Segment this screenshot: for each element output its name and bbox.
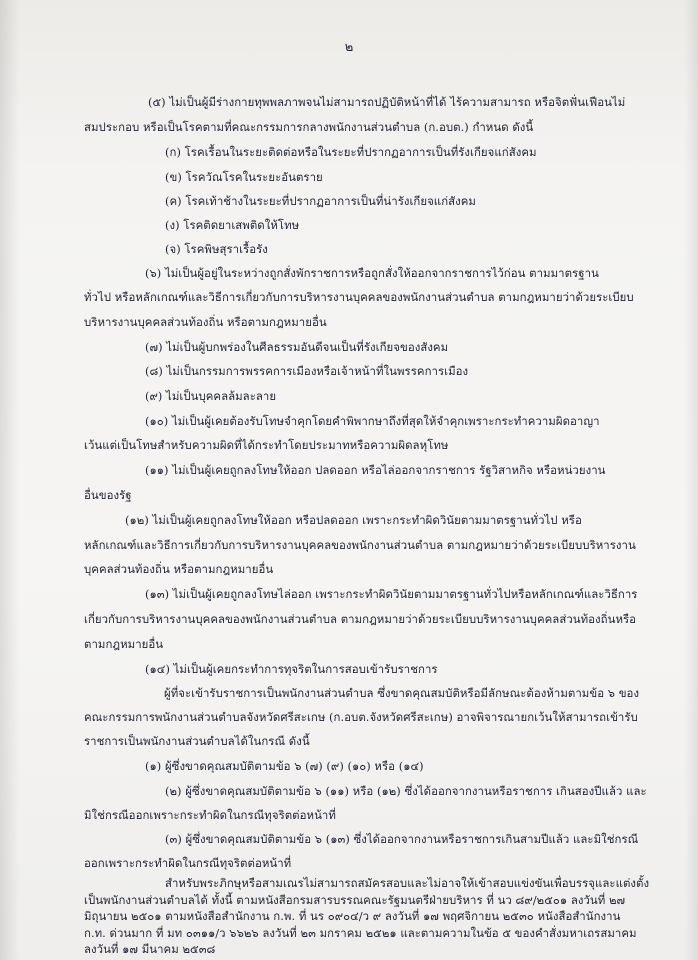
paragraph-line: บริหารงานบุคคลส่วนท้องถิ่น หรือตามกฎหมายอื่น <box>84 315 327 329</box>
paragraph-line: ลงวันที่ ๑๗ มีนาคม ๒๕๓๘ <box>84 942 216 956</box>
list-item: (๓) ผู้ซึ่งขาดคุณสมบัติตามข้อ ๖ (๑๓) ซึ่งได้ออกจากงานหรือราชการเกินสามปีแล้ว และมิใช่กรณี <box>165 832 639 846</box>
paragraph-line: (๗) ไม่เป็นผู้บกพร่องในศีลธรรมอันดีจนเป็นที่รังเกียจของสังคม <box>145 340 449 354</box>
paragraph-line: ก.ท. ด่วนมาก ที่ มท ๐๓๑๑/ว ๖๖๒๖ ลงวันที่ ๒๓ มกราคม ๒๕๒๑ และตามความในข้อ ๕ ของคำสั่งมหาเถรสมาคม <box>84 925 637 940</box>
list-item: (ก) โรคเรื้อนในระยะติดต่อหรือในระยะที่ปรากฏอาการเป็นที่รังเกียจแก่สังคม <box>165 145 537 159</box>
page-number: ๒ <box>344 40 354 55</box>
paragraph-line: ออกเพราะกระทำผิดในกรณีทุจริตต่อหน้าที่ <box>84 856 292 870</box>
paragraph-line: หลักเกณฑ์และวิธีการเกี่ยวกับการบริหารงานบุคคลของพนักงานส่วนตำบล ตามกฎหมายว่าด้วยระเบียบบริหารงาน <box>84 538 636 552</box>
paragraph-line: (๑๑) ไม่เป็นผู้เคยถูกลงโทษให้ออก ปลดออก หรือไล่ออกจากราชการ รัฐวิสาหกิจ หรือหน่วยงาน <box>145 463 606 477</box>
page-edge-shadow <box>684 0 698 960</box>
paragraph-line: สมประกอบ หรือเป็นโรคตามที่คณะกรรมการกลางพนักงานส่วนตำบล (ก.อบต.) กำหนด ดังนี้ <box>84 120 534 134</box>
paragraph-line: (๖) ไม่เป็นผู้อยู่ในระหว่างถูกสั่งพักราชการหรือถูกสั่งให้ออกจากราชการไว้ก่อน ตามมาตรฐาน <box>145 266 599 280</box>
paragraph-line: (๙) ไม่เป็นบุคคลล้มละลาย <box>145 389 277 403</box>
paragraph-line: อื่นของรัฐ <box>84 488 132 502</box>
paragraph-line: เว้นแต่เป็นโทษสำหรับความผิดที่ได้กระทำโดยประมาทหรือความผิดลหุโทษ <box>84 438 449 452</box>
paragraph-line: ผู้ที่จะเข้ารับราชการเป็นพนักงานส่วนตำบล ซึ่งขาดคุณสมบัติหรือมีลักษณะต้องห้ามตามข้อ ๖ ของ <box>164 686 640 700</box>
paragraph-line: ทั่วไป หรือหลักเกณฑ์และวิธีการเกี่ยวกับการบริหารงานบุคคลของพนักงานส่วนตำบล ตามกฎหมายว่าด้วยระเบียบ <box>84 290 634 304</box>
paragraph-line: (๑๓) ไม่เป็นผู้เคยถูกลงโทษไล่ออก เพราะกระทำผิดวินัยตามมาตรฐานทั่วไปหรือหลักเกณฑ์และวิธีการ <box>145 587 638 601</box>
paragraph-line: (๕) ไม่เป็นผู้มีร่างกายทุพพลภาพจนไม่สามารถปฏิบัติหน้าที่ได้ ไร้ความสามารถ หรือจิตฟั่นเฟือนไม่ <box>148 95 626 109</box>
paragraph-line: ราชการเป็นพนักงานส่วนตำบลได้ในกรณี ดังนี้ <box>84 734 310 748</box>
list-item: (ง) โรคติดยาเสพติดให้โทษ <box>165 218 300 232</box>
paragraph-line: มิใช่กรณีออกเพราะกระทำผิดในกรณีทุจริตต่อหน้าที่ <box>84 808 336 822</box>
list-item: (ค) โรคเท้าช้างในระยะที่ปรากฏอาการเป็นที่น่ารังเกียจแก่สังคม <box>165 194 476 208</box>
page-edge-shadow <box>0 0 20 960</box>
paragraph-line: ตามกฎหมายอื่น <box>84 637 164 651</box>
paragraph-line: สำหรับพระภิกษุหรือสามเณรไม่สามารถสมัครสอบและไม่อาจให้เข้าสอบแข่งขันเพื่อบรรจุและแต่งตั้ง <box>165 876 650 890</box>
paragraph-line: เป็นพนักงานส่วนตำบลได้ ทั้งนี้ ตามหนังสือกรมสารบรรณคณะรัฐมนตรีฝ่ายบริหาร ที่ นว ๘๙/๒๕๐๑ ลงวันที่ ๒๗ <box>84 892 626 907</box>
paragraph-line: มิถุนายน ๒๕๐๑ ตามหนังสือสำนักงาน ก.พ. ที่ นร ๐๙๐๔/ว ๙ ลงวันที่ ๑๗ พฤศจิกายน ๒๕๓๐ หนังสือสำนักงาน <box>84 909 621 923</box>
list-item: (๑) ผู้ซึ่งขาดคุณสมบัติตามข้อ ๖ (๗) (๙) (๑๐) หรือ (๑๔) <box>145 759 424 773</box>
list-item: (๒) ผู้ซึ่งขาดคุณสมบัติตามข้อ ๖ (๑๑) หรือ (๑๒) ซึ่งได้ออกจากงานหรือราชการ เกินสองปีแล้ว และ <box>165 784 647 798</box>
paragraph-line: (๑๒) ไม่เป็นผู้เคยถูกลงโทษให้ออก หรือปลดออก เพราะกระทำผิดวินัยตามมาตรฐานทั่วไป หรือ <box>125 513 582 527</box>
paragraph-line: (๑๐) ไม่เป็นผู้เคยต้องรับโทษจำคุกโดยคำพิพากษาถึงที่สุดให้จำคุกเพราะกระทำความผิดอาญา <box>145 414 600 428</box>
list-item: (จ) โรคพิษสุราเรื้อรัง <box>165 242 268 256</box>
list-item: (ข) โรควัณโรคในระยะอันตราย <box>165 170 323 184</box>
paragraph-line: คณะกรรมการพนักงานส่วนตำบลจังหวัดศรีสะเกษ (ก.อบต.จังหวัดศรีสะเกษ) อาจพิจารณายกเว้นให้สามารถเข้ารับ <box>84 710 638 724</box>
paragraph-line: (๑๔) ไม่เป็นผู้เคยกระทำการทุจริตในการสอบเข้ารับราชการ <box>145 662 438 676</box>
paragraph-line: บุคคลส่วนท้องถิ่น หรือตามกฎหมายอื่น <box>84 562 274 576</box>
paragraph-line: (๘) ไม่เป็นกรรมการพรรคการเมืองหรือเจ้าหน้าที่ในพรรคการเมือง <box>145 364 469 378</box>
paragraph-line: เกี่ยวกับการบริหารงานบุคคลของพนักงานส่วนตำบล ตามกฎหมายว่าด้วยระเบียบบริหารงานบุคคลส่วนท้องถิ่นหรือ <box>84 612 637 626</box>
